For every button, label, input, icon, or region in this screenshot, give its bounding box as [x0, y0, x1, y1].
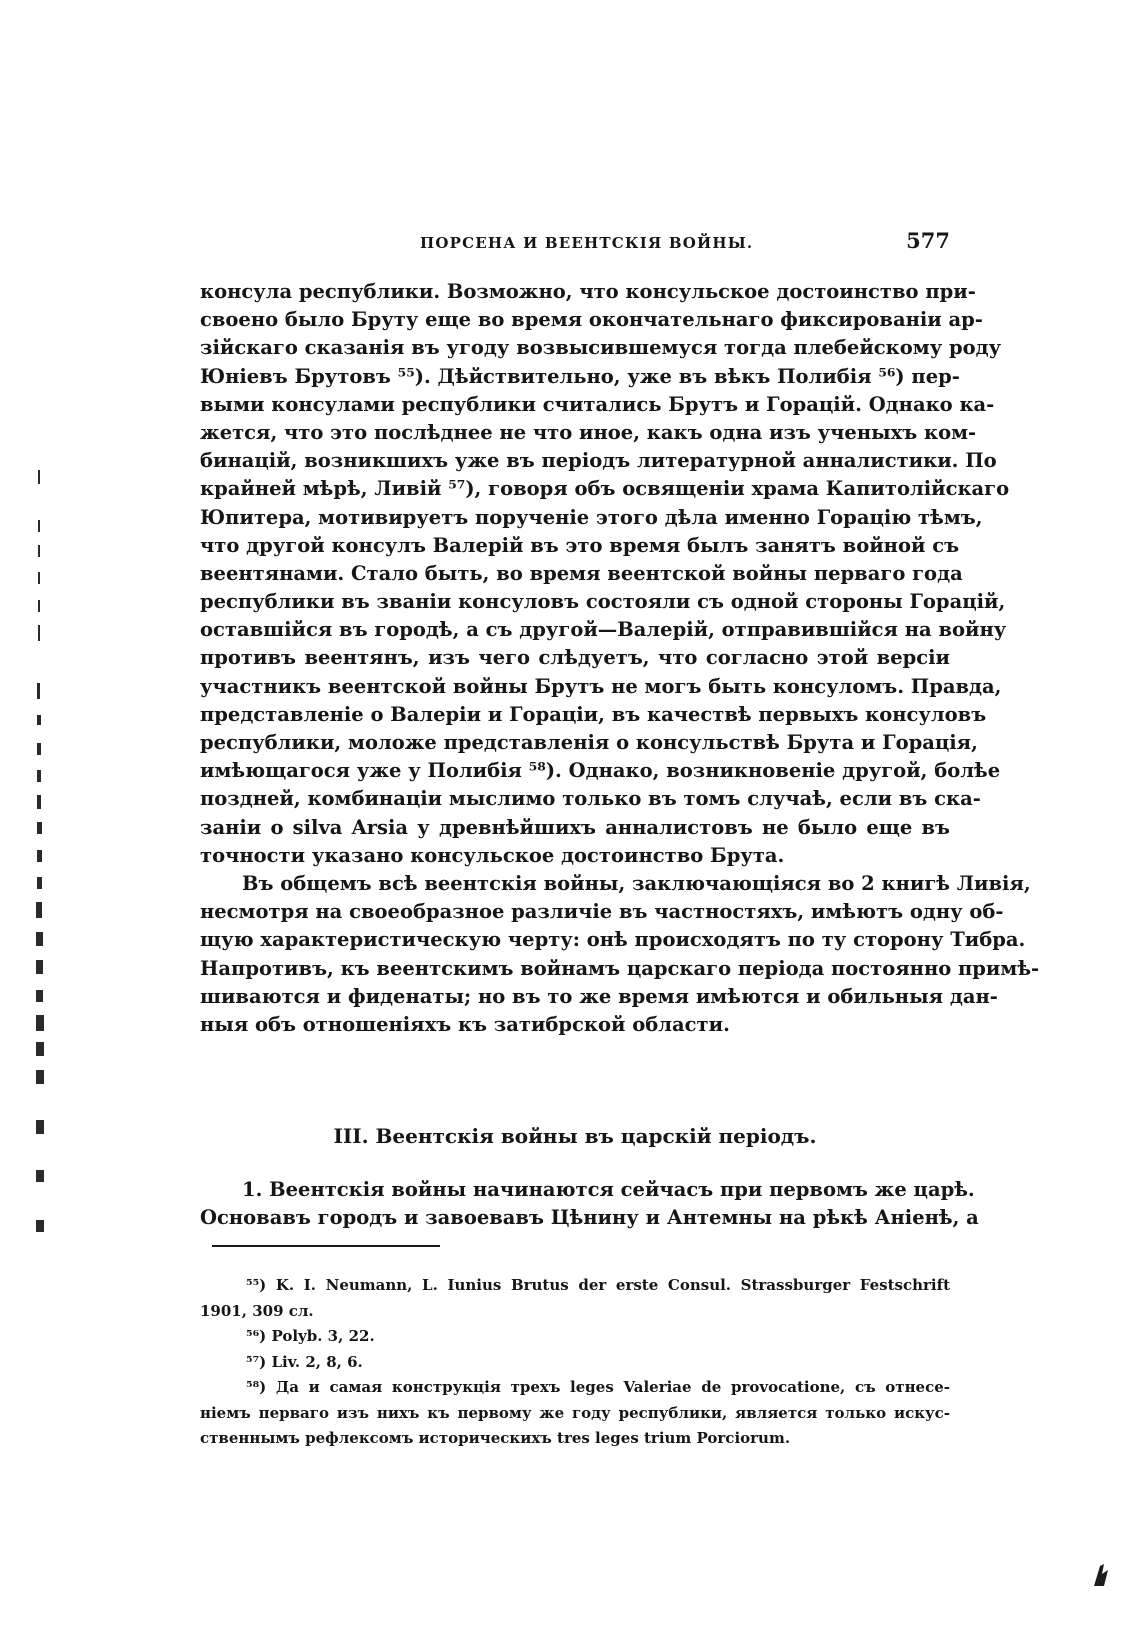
footnote-55: ⁵⁵) K. I. Neumann, L. Iunius Brutus der erste Consul. Strassburger Festschrift: [246, 1276, 950, 1294]
text-line: участникъ веентской войны Брутъ не могъ быть консуломъ. Правда,: [200, 674, 1002, 698]
scan-mark: [36, 1120, 44, 1134]
text-line: консула республики. Возможно, что консульское достоинство при-: [200, 280, 976, 303]
text-line: заніи о silva Arsia у древнѣйшихъ анналистовъ не было еще въ: [200, 815, 950, 839]
text-line: шиваются и фиденаты; но въ то же время имѣются и обильныя дан-: [200, 984, 998, 1008]
text-line: своено было Бруту еще во время окончательнаго фиксированіи ар-: [200, 308, 983, 332]
scan-mark: [37, 795, 41, 809]
scan-mark: [36, 1070, 44, 1084]
running-title: ПОРСЕНА И ВЕЕНТСКІЯ ВОЙНЫ.: [420, 234, 754, 252]
scan-mark: [36, 1220, 44, 1232]
scan-margin-artifacts: [30, 470, 70, 1470]
scan-mark: [36, 990, 43, 1002]
scan-mark: [38, 520, 40, 532]
scan-mark: [37, 743, 41, 755]
scan-mark: [36, 1042, 44, 1056]
scan-mark: [38, 470, 40, 484]
text-line: ныя объ отношеніяхъ къ затибрской области.: [200, 1012, 730, 1036]
scan-mark: [36, 1015, 44, 1031]
footnote-56: ⁵⁶) Polyb. 3, 22.: [246, 1327, 375, 1345]
main-text: [200, 278, 1040, 1039]
scan-mark: [36, 932, 43, 946]
text-line: имѣющагося уже у Полибія ⁵⁸). Однако, возникновеніе другой, болѣе: [200, 759, 1001, 783]
scan-mark: [38, 600, 40, 612]
text-line: поздней, комбинаціи мыслимо только въ томъ случаѣ, если въ ска-: [200, 787, 981, 811]
section-text: [200, 1176, 979, 1232]
scan-mark: [36, 902, 42, 918]
text-line: что другой консулъ Валерій въ это время былъ занятъ войной съ: [200, 533, 960, 557]
text-line: щую характеристическую черту: онѣ происходятъ по ту сторону Тибра.: [200, 928, 1026, 952]
scan-mark: [36, 1170, 44, 1182]
text-line: Напротивъ, къ веентскимъ войнамъ царскаго періода постоянно примѣ-: [200, 956, 1040, 980]
text-line: республики въ званіи консуловъ состояли съ одной стороны Горацій,: [200, 590, 1006, 614]
scan-mark: [37, 715, 41, 725]
text-line: республики, моложе представленія о консульствѣ Брута и Горація,: [200, 731, 978, 754]
text-line: веентянами. Стало быть, во время веентской войны перваго года: [200, 561, 963, 585]
footnote-separator: [212, 1245, 440, 1247]
scan-mark: [38, 625, 40, 641]
scan-mark: [37, 877, 42, 889]
footnote-58: ⁵⁸) Да и самая конструкція трехъ leges Valeriae de provocatione, съ отнесе-: [246, 1378, 950, 1396]
scan-mark: [37, 850, 42, 862]
text-line: Юніевъ Брутовъ ⁵⁵). Дѣйствительно, уже въ вѣкъ Полибія ⁵⁶) пер-: [200, 364, 960, 388]
scan-mark: [38, 572, 40, 584]
text-line: противъ веентянъ, изъ чего слѣдуетъ, что согласно этой версіи: [200, 646, 950, 670]
text-line: Въ общемъ всѣ веентскія войны, заключающіяся во 2 книгѣ Ливія,: [242, 871, 1031, 895]
scan-mark: [37, 683, 40, 699]
text-line: выми консулами республики считались Брутъ и Горацій. Однако ка-: [200, 392, 995, 416]
footnote-58-end: ственнымъ рефлексомъ историческихъ tres leges trium Porciorum.: [200, 1429, 791, 1447]
scan-corner-artifact: [1090, 1560, 1112, 1588]
text-line: крайней мѣрѣ, Ливій ⁵⁷), говоря объ освященіи храма Капитолійскаго: [200, 477, 1010, 501]
section-heading: III. Веентскія войны въ царскій періодъ.: [333, 1124, 817, 1148]
text-line: жется, что это послѣднее не что иное, какъ одна изъ ученыхъ ком-: [200, 420, 977, 444]
text-line: оставшійся въ городѣ, а съ другой—Валерій, отправившійся на войну: [200, 618, 1007, 642]
text-line: представленіе о Валеріи и Гораціи, въ качествѣ первыхъ консуловъ: [200, 702, 987, 726]
text-line: точности указано консульское достоинство Брута.: [200, 843, 785, 867]
page-number: 577: [906, 228, 950, 253]
footnote-55-continued: 1901, 309 сл.: [200, 1301, 314, 1320]
scan-mark: [37, 822, 42, 834]
scan-mark: [36, 960, 43, 974]
text-line: несмотря на своеобразное различіе въ частностяхъ, имѣютъ одну об-: [200, 900, 1004, 924]
scan-mark: [37, 770, 41, 782]
scan-mark: [38, 545, 40, 557]
text-line: Юпитера, мотивируетъ порученіе этого дѣла именно Горацію тѣмъ,: [200, 505, 983, 529]
footnote-57: ⁵⁷) Liv. 2, 8, 6.: [246, 1352, 363, 1371]
text-line: зійскаго сказанія въ угоду возвысившемуся тогда плебейскому роду: [200, 336, 1002, 360]
footnote-58-continued: ніемъ перваго изъ нихъ къ первому же году республики, является только искус-: [200, 1403, 950, 1422]
page-header: [200, 228, 950, 258]
text-line: бинацій, возникшихъ уже въ періодъ литературной анналистики. По: [200, 449, 997, 473]
text-line: 1. Веентскія войны начинаются сейчасъ при первомъ же царѣ.: [242, 1178, 975, 1201]
text-line: Основавъ городъ и завоевавъ Цѣнину и Антемны на рѣкѣ Аніенѣ, а: [200, 1206, 979, 1230]
footnotes: [200, 1273, 950, 1452]
